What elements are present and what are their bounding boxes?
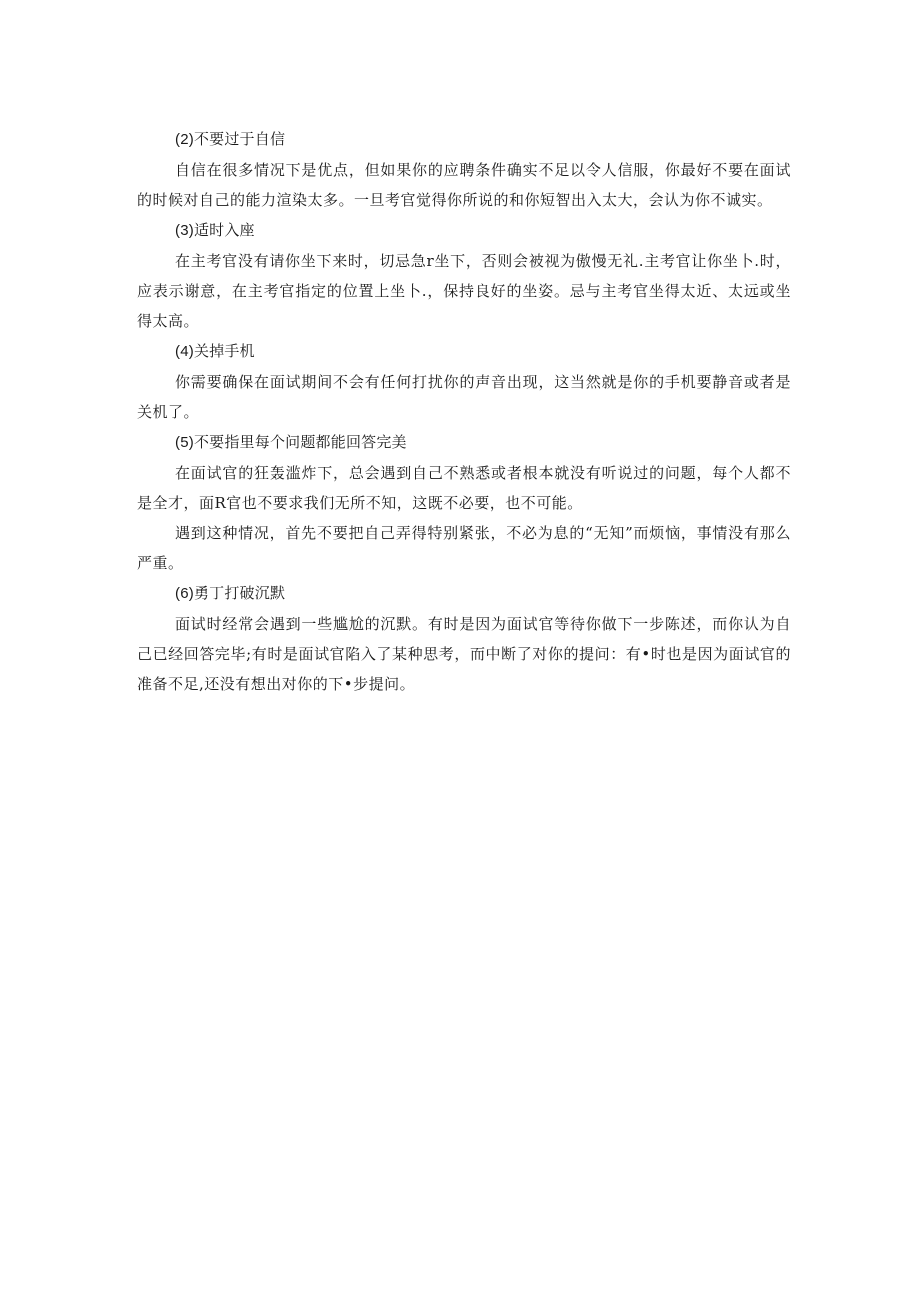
section-heading bbox=[137, 427, 791, 458]
paragraph: 在面试官的狂轰滥炸下，总会遇到自己不熟悉或者根本就没有听说过的问题，每个人都不是全才，面R官也不要求我们无所不知，这既不必要，也不可能。 bbox=[137, 464, 791, 512]
section-heading bbox=[137, 336, 791, 367]
paragraph: 遇到这种情况，首先不要把自己弄得特别紧张，不必为息的“无知”而烦恼，事情没有那么严重。 bbox=[137, 524, 791, 572]
section-number: (5) bbox=[175, 434, 194, 451]
section-title: 不要指里每个问题都能回答完美 bbox=[193, 433, 407, 451]
paragraph: 自信在很多情况下是优点，但如果你的应聘条件确实不足以令人信服，你最好不要在面试的时候对自己的能力渲染太多。一旦考官觉得你所说的和你短智出入太大，会认为你不诚实。 bbox=[137, 161, 791, 209]
section-heading bbox=[137, 124, 791, 155]
section-title: 勇丁打破沉默 bbox=[193, 584, 286, 602]
section-heading bbox=[137, 215, 791, 246]
section-number: (4) bbox=[175, 343, 194, 360]
section-heading bbox=[137, 578, 791, 609]
section-number: (6) bbox=[175, 585, 194, 602]
section-title: 不要过于自信 bbox=[193, 130, 286, 148]
paragraph: 你需要确保在面试期间不会有任何打扰你的声音出现，这当然就是你的手机要静音或者是关机了。 bbox=[137, 373, 791, 421]
paragraph: 面试时经常会遇到一些尴尬的沉默。有时是因为面试官等待你做下一步陈述，而你认为自己已经回答完毕;有时是面试官陷入了某种思考，而中断了对你的提问：有•时也是因为面试官的准备不足,还没有想出对你的下•步提问。 bbox=[137, 615, 791, 693]
paragraph: 在主考官没有请你坐下来时，切忌急r坐下，否则会被视为傲慢无礼.主考官让你坐卜.时，应表示谢意，在主考官指定的位置上坐卜.，保持良好的坐姿。忌与主考官坐得太近、太远或坐得太高。 bbox=[137, 252, 791, 330]
document-page bbox=[137, 124, 791, 699]
section-number: (2) bbox=[175, 131, 194, 148]
section-number: (3) bbox=[175, 222, 194, 239]
section-title: 适时入座 bbox=[193, 221, 255, 239]
section-title: 关掉手机 bbox=[193, 342, 255, 360]
